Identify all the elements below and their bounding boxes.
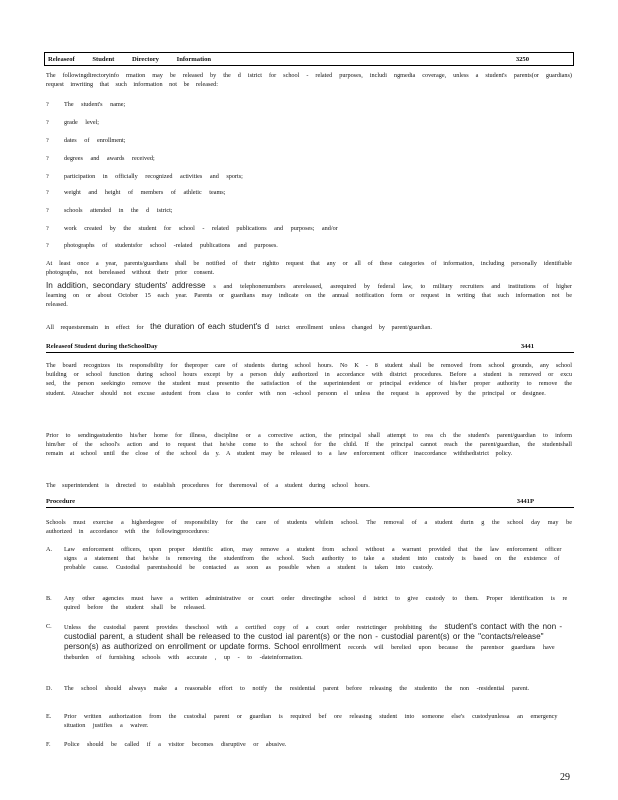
document-page: Releaseof Student Directory Information 3250 The followingdirectoryinfo rmation may be released by the d istrict for school - related purposes, includi ngmedia coverage, unless a student's parents(or guardians) request inwriting that such information not be released: ? The student's name; ? grade level; ? dates of enrollment; ? degrees and awards received; ? participation in officially recognized activities and sports; ? weight and height of members of athletic teams; ? schools attended in the d istrict; ? work created by the student for school - related publications and purposes; and/or ? photographs of studentsfor school -related publications and purposes. At least once a year, parents/guardians shall be notified of their rightto request that any or all of these categories of information, including personally identifiable photographs, not bereleased without their prior consent. In addition, secondary students' addresse s and telephonenumbers arereleased, asrequired by federal law, to military recruiters and institutions of higher learning on or about October 15 each year. Parents or guardians may indicate on the annual notification form or request in writing that such information not be released. All requestsremain in effect for the duration of each student's d istrict enrollment unless changed by parent/guardian. Releaseof Student during theSchoolDay 3441 The board recognizes its responsibility for theproper care of students during school hours. No K - 8 student shall be removed from school grounds, any school building or school function during school hours except by a person duly authorized in accordance with district procedures. Before a student is removed or excu sed, the person seekingto remove the student must presentto the satisfaction of the superintendent or principal evidence of his/her proper authority to remove the student. Ateacher should not excuse astudent from class to confer with non -school personn el unless the request is approved by the principal or designee. Prior to sendingastudentto his/her home for illness, discipline or a corrective action, the principal shall attempt to rea ch the student's parent/guardian to inform him/her of the school's action and to request that he/she come to the school for the child. If the principal cannot reach the parent/guardian, the studentshall remain at school until the close of the school da y. A student may be released to a law enforcement officer inaccordance withthedistrict policy. The superintendent is directed to establish procedures for theremoval of a student during school hours. Procedure 3441P Schools must exercise a higherdegree of responsibility for the care of students whilein school. The removal of a student durin g the school day may be authorized in accordance with the followingprocedures: A. Law enforcement officers, upon proper identific ation, may remove a student from school without a warrant provided that the law enforcement officer signs a statement that he/she is removing the studentfrom the school. Such authority to take a student into custody is based on the existence of probable cause. Custodial parentsshould be contacted as soon as possible when a student is taken into custody. B. Any other agencies must have a written administrative or court order directingthe school d istrict to give custody to them. Proper identification is re quired before the student shall be released. C. Unless the custodial parent provides theschool with a certified copy of a court order restrictinger prohibiting the student's contact with the non -custodial parent, a student shall be released to the custod ial parent(s) or the non - custodial parent(s) or the "contacts/release" person(s) as authorized on enrollment or update forms. School enrollment records will berelied upon because the parentsor guardians have theburden of furnishing schools with accurate , up - to -dateinformation. D. The school should always make a reasonable effort to notify the residential parent before releasing the studentto the non -residential parent. E. Prior written authorization from the custodial parent or guardian is required bef ore releasing student into someone else's custodyunlessa an emergency situation justifies a waiver. F. Police should be called if a visitor becomes disruptive or abusive. 29	[0, 0, 618, 800]
policy-header-box	[44, 52, 574, 66]
notification-paragraph: At least once a year, parents/guardians shall be notified of their rightto request that any or all of these categories of information, including personally identifiable photographs, not bereleased without their prior consent.	[46, 260, 572, 277]
procedure-intro: Schools must exercise a higherdegree of responsibility for the care of students whilein school. The removal of a student durin g the school day may be authorized in accordance with the followingprocedures:	[46, 519, 572, 536]
recruiters-text: s and telephonenumbers arereleased, asrequired by federal law, to military recruiters and institutions of higher learning on or about October 15 each year. Parents or guardians may indicate on the annual notification form or request in writing that such information not be released.	[46, 283, 572, 309]
section-code: 3441P	[516, 498, 534, 505]
page-number: 29	[560, 772, 570, 783]
recruiters-paragraph	[46, 281, 572, 310]
section-header-release	[46, 343, 574, 353]
recruiters-lead: In addition, secondary students' addresse	[46, 281, 206, 290]
section-header-procedure	[46, 498, 574, 508]
policy-title: Releaseof Student Directory Information	[48, 56, 212, 63]
section-title: Releaseof Student during theSchoolDay	[46, 343, 158, 350]
section-title: Procedure	[46, 498, 76, 505]
requests-paragraph: All requestsremain in effect for the duration of each student's d istrict enrollment unless changed by parent/guardian.	[46, 322, 432, 331]
illness-paragraph: Prior to sendingastudentto his/her home for illness, discipline or a corrective action, the principal shall attempt to rea ch the student's parent/guardian to inform him/her of the school's action and to request that he/she come to the school for the child. If the principal cannot reach the parent/guardian, the studentshall remain at school until the close of the school da y. A student may be released to a law enforcement officer inaccordance withthedistrict policy.	[46, 432, 572, 458]
board-paragraph: The board recognizes its responsibility for theproper care of students during school hours. No K - 8 student shall be removed from school grounds, any school building or school function during school hours except by a person duly authorized in accordance with district procedures. Before a student is removed or excu sed, the person seekingto remove the student must presentto the satisfaction of the superintendent or principal evidence of his/her proper authority to remove the student. Ateacher should not excuse astudent from class to confer with non -school personn el unless the request is approved by the principal or designee.	[46, 362, 572, 397]
policy-code: 3250	[515, 56, 529, 63]
section-code: 3441	[520, 343, 534, 350]
intro-paragraph: The followingdirectoryinfo rmation may be released by the d istrict for school - related purposes, includi ngmedia coverage, unless a student's parents(or guardians) request inwriting that such information not be released:	[46, 72, 572, 89]
superintendent-paragraph: The superintendent is directed to establish procedures for theremoval of a student during school hours.	[46, 482, 370, 489]
